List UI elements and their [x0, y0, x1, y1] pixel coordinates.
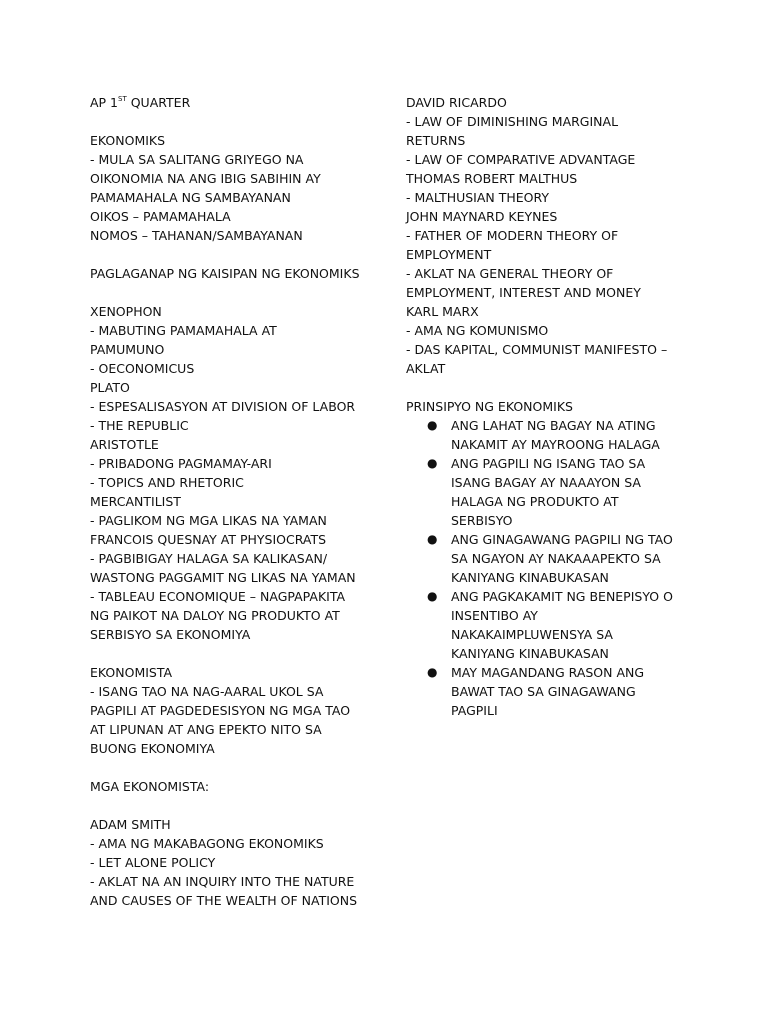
bullet-icon: ●: [427, 418, 438, 432]
text-line: - OECONOMICUS: [90, 361, 195, 376]
text-line: - MABUTING PAMAMAHALA AT: [90, 323, 277, 338]
heading-prinsipyo: PRINSIPYO NG EKONOMIKS: [406, 399, 573, 414]
heading-ekonomiks: EKONOMIKS: [90, 133, 166, 148]
name-ricardo: DAVID RICARDO: [406, 95, 507, 110]
list-item-line: PAGPILI: [451, 703, 498, 718]
text-line: NOMOS – TAHANAN/SAMBAYANAN: [90, 228, 303, 243]
text-line: AT LIPUNAN AT ANG EPEKTO NITO SA: [90, 722, 322, 737]
text-line: EMPLOYMENT: [406, 247, 492, 262]
list-item-line: NAKAMIT AY MAYROONG HALAGA: [451, 437, 660, 452]
text-line: - THE REPUBLIC: [90, 418, 189, 433]
list-item-line: MAY MAGANDANG RASON ANG: [451, 665, 645, 680]
text-line: OIKONOMIA NA ANG IBIG SABIHIN AY: [90, 171, 321, 186]
list-item-line: ANG GINAGAWANG PAGPILI NG TAO: [451, 532, 673, 547]
list-item-line: KANIYANG KINABUKASAN: [451, 570, 609, 585]
list-item-line: SERBISYO: [451, 513, 513, 528]
document-title: AP 1ST QUARTER: [90, 94, 191, 110]
text-line: - TOPICS AND RHETORIC: [90, 475, 244, 490]
text-line: - PRIBADONG PAGMAMAY-ARI: [90, 456, 272, 471]
text-line: - TABLEAU ECONOMIQUE – NAGPAPAKITA: [90, 589, 346, 604]
text-line: - AKLAT NA GENERAL THEORY OF: [406, 266, 614, 281]
list-item-line: ANG PAGKAKAMIT NG BENEPISYO O: [451, 589, 673, 604]
list-item-line: ISANG BAGAY AY NAAAYON SA: [451, 475, 641, 490]
right-column: [406, 93, 684, 720]
list-item-line: SA NGAYON AY NAKAAAPEKTO SA: [451, 551, 661, 566]
text-line: - PAGBIBIGAY HALAGA SA KALIKASAN/: [90, 551, 328, 566]
list-item: [406, 416, 684, 454]
list-item-line: ANG LAHAT NG BAGAY NA ATING: [451, 418, 656, 433]
text-line: - MALTHUSIAN THEORY: [406, 190, 550, 205]
list-item: [406, 663, 684, 720]
bullet-icon: ●: [427, 532, 438, 546]
text-line: OIKOS – PAMAMAHALA: [90, 209, 231, 224]
heading-ekonomista: EKONOMISTA: [90, 665, 173, 680]
name-plato: PLATO: [90, 380, 130, 395]
left-column: [90, 93, 370, 910]
text-line: PAMAMAHALA NG SAMBAYANAN: [90, 190, 291, 205]
list-item-line: HALAGA NG PRODUKTO AT: [451, 494, 619, 509]
text-line: WASTONG PAGGAMIT NG LIKAS NA YAMAN: [90, 570, 356, 585]
name-xenophon: XENOPHON: [90, 304, 162, 319]
text-line: AND CAUSES OF THE WEALTH OF NATIONS: [90, 893, 358, 908]
list-item-line: KANIYANG KINABUKASAN: [451, 646, 609, 661]
bullet-icon: ●: [427, 665, 438, 679]
text-line: - PAGLIKOM NG MGA LIKAS NA YAMAN: [90, 513, 327, 528]
list-item-line: INSENTIBO AY: [451, 608, 538, 623]
name-mercantilist: MERCANTILIST: [90, 494, 181, 509]
text-line: EMPLOYMENT, INTEREST AND MONEY: [406, 285, 641, 300]
list-item: [406, 454, 684, 530]
text-line: PAMUMUNO: [90, 342, 165, 357]
bullet-icon: ●: [427, 589, 438, 603]
name-adam-smith: ADAM SMITH: [90, 817, 171, 832]
text-line: - DAS KAPITAL, COMMUNIST MANIFESTO –: [406, 342, 668, 357]
text-line: - AKLAT NA AN INQUIRY INTO THE NATURE: [90, 874, 355, 889]
prinsipyo-list: [406, 416, 684, 720]
text-line: - LAW OF COMPARATIVE ADVANTAGE: [406, 152, 636, 167]
list-item-line: BAWAT TAO SA GINAGAWANG: [451, 684, 636, 699]
name-marx: KARL MARX: [406, 304, 479, 319]
text-line: BUONG EKONOMIYA: [90, 741, 215, 756]
heading-paglaganap: PAGLAGANAP NG KAISIPAN NG EKONOMIKS: [90, 266, 360, 281]
text-line: - ESPESALISASYON AT DIVISION OF LABOR: [90, 399, 356, 414]
text-line: AKLAT: [406, 361, 446, 376]
text-line: - FATHER OF MODERN THEORY OF: [406, 228, 619, 243]
text-line: PAGPILI AT PAGDEDESISYON NG MGA TAO: [90, 703, 351, 718]
text-line: - MULA SA SALITANG GRIYEGO NA: [90, 152, 304, 167]
text-line: - AMA NG MAKABAGONG EKONOMIKS: [90, 836, 324, 851]
text-line: NG PAIKOT NA DALOY NG PRODUKTO AT: [90, 608, 340, 623]
heading-mga-ekonomista: MGA EKONOMISTA:: [90, 779, 210, 794]
text-line: - LET ALONE POLICY: [90, 855, 216, 870]
name-aristotle: ARISTOTLE: [90, 437, 159, 452]
list-item-line: ANG PAGPILI NG ISANG TAO SA: [451, 456, 646, 471]
text-line: - LAW OF DIMINISHING MARGINAL: [406, 114, 619, 129]
name-malthus: THOMAS ROBERT MALTHUS: [406, 171, 578, 186]
bullet-icon: ●: [427, 456, 438, 470]
text-line: RETURNS: [406, 133, 466, 148]
text-line: SERBISYO SA EKONOMIYA: [90, 627, 251, 642]
text-line: - ISANG TAO NA NAG-AARAL UKOL SA: [90, 684, 324, 699]
text-line: - AMA NG KOMUNISMO: [406, 323, 549, 338]
list-item: [406, 587, 684, 663]
list-item-line: NAKAKAIMPLUWENSYA SA: [451, 627, 613, 642]
list-item: [406, 530, 684, 587]
name-keynes: JOHN MAYNARD KEYNES: [406, 209, 558, 224]
name-quesnay: FRANCOIS QUESNAY AT PHYSIOCRATS: [90, 532, 327, 547]
